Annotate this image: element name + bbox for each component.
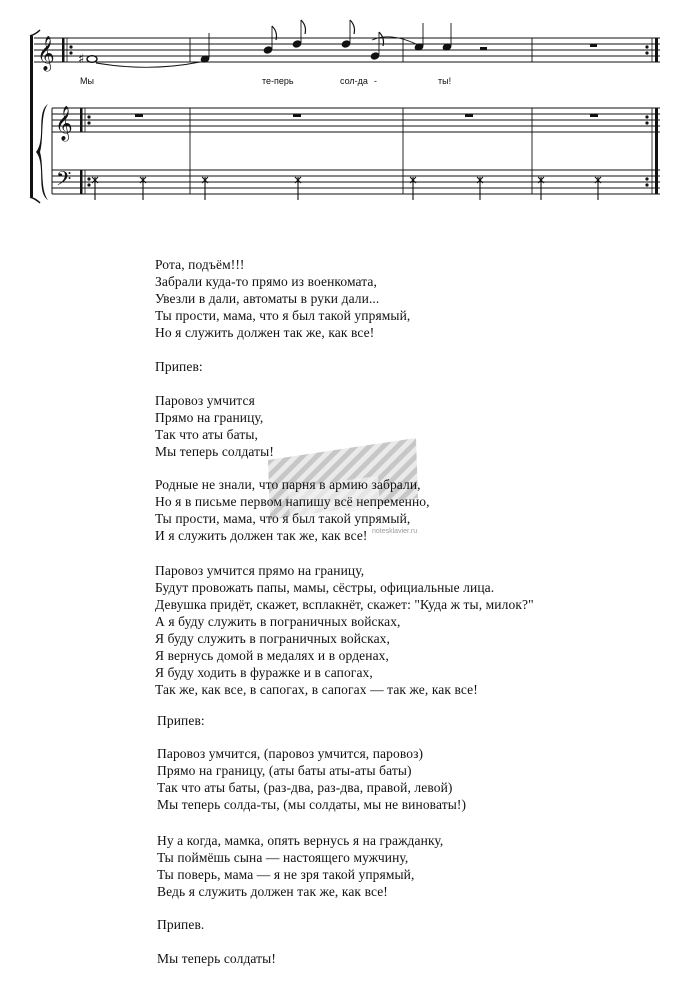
final-line: Мы теперь солдаты! <box>157 951 276 966</box>
lyric-line: Я буду служить в пограничных войсках, <box>155 631 390 646</box>
lyric-line: Прямо на границу, <box>155 410 264 425</box>
lyric-line: Ну а когда, мамка, опять вернусь я на гражданку, <box>157 833 444 848</box>
svg-text:♯: ♯ <box>78 52 85 67</box>
bass-clef-icon: 𝄢 <box>56 167 72 195</box>
lyric-line: Родные не знали, что парня в армию забрали, <box>155 477 421 492</box>
lyric-line: И я служить должен так же, как все! <box>155 528 368 543</box>
lyric-line: Я вернусь домой в медалях и в орденах, <box>155 648 389 663</box>
treble-clef-icon: 𝄞 <box>55 106 73 141</box>
lyric-syllable: - <box>374 76 377 86</box>
lyric-line: Паровоз умчится <box>155 393 255 408</box>
lyric-line: Паровоз умчится прямо на границу, <box>155 563 365 578</box>
chorus-label: Припев: <box>157 713 205 728</box>
lyric-line: Но я в письме первом напишу всё непременно, <box>155 494 430 509</box>
lyric-line: Ты поверь, мама — я не зря такой упрямый, <box>157 867 415 882</box>
lyric-line: А я буду служить в пограничных войсках, <box>155 614 401 629</box>
lyric-line: Мы теперь солда-ты, (мы солдаты, мы не виноваты!) <box>157 797 467 812</box>
watermark-url: notesklavier.ru <box>372 528 418 535</box>
lyric-line: Ты прости, мама, что я был такой упрямый, <box>155 511 411 526</box>
lyric-line: Прямо на границу, (аты баты аты-аты баты) <box>157 763 412 778</box>
lyric-syllable: те-перь <box>262 76 294 86</box>
lyric-syllable: ты! <box>438 76 452 86</box>
lyric-syllable: Мы <box>80 76 94 86</box>
lyric-line: Рота, подъём!!! <box>155 257 245 272</box>
lyric-line: Ведь я служить должен так же, как все! <box>157 884 388 899</box>
lyric-line: Так что аты баты, (раз-два, раз-два, правой, левой) <box>157 780 453 795</box>
lyric-line: Забрали куда-то прямо из военкомата, <box>155 274 377 289</box>
lyric-line: Мы теперь солдаты! <box>155 444 274 459</box>
lyric-line: Девушка придёт, скажет, всплакнёт, скажет: "Куда ж ты, милок?" <box>155 597 534 612</box>
chorus-label: Припев: <box>155 359 203 374</box>
lyric-syllable: сол-да <box>340 76 368 86</box>
lyric-line: Ты поймёшь сына — настоящего мужчину, <box>157 850 409 865</box>
lyric-line: Так что аты баты, <box>155 427 259 442</box>
lyric-line: Увезли в дали, автоматы в руки дали... <box>155 291 380 306</box>
lyric-line: Будут провожать папы, мамы, сёстры, официальные лица. <box>155 580 495 595</box>
lyric-line: Но я служить должен так же, как все! <box>155 325 375 340</box>
treble-clef-icon: 𝄞 <box>37 36 55 71</box>
lyric-line: Паровоз умчится, (паровоз умчится, паровоз) <box>157 746 424 761</box>
chorus-label: Припев. <box>157 917 205 932</box>
lyric-line: Ты прости, мама, что я был такой упрямый, <box>155 308 411 323</box>
lyric-line: Так же, как все, в сапогах, в сапогах — так же, как все! <box>155 682 478 697</box>
lyric-line: Я буду ходить в фуражке и в сапогах, <box>155 665 373 680</box>
